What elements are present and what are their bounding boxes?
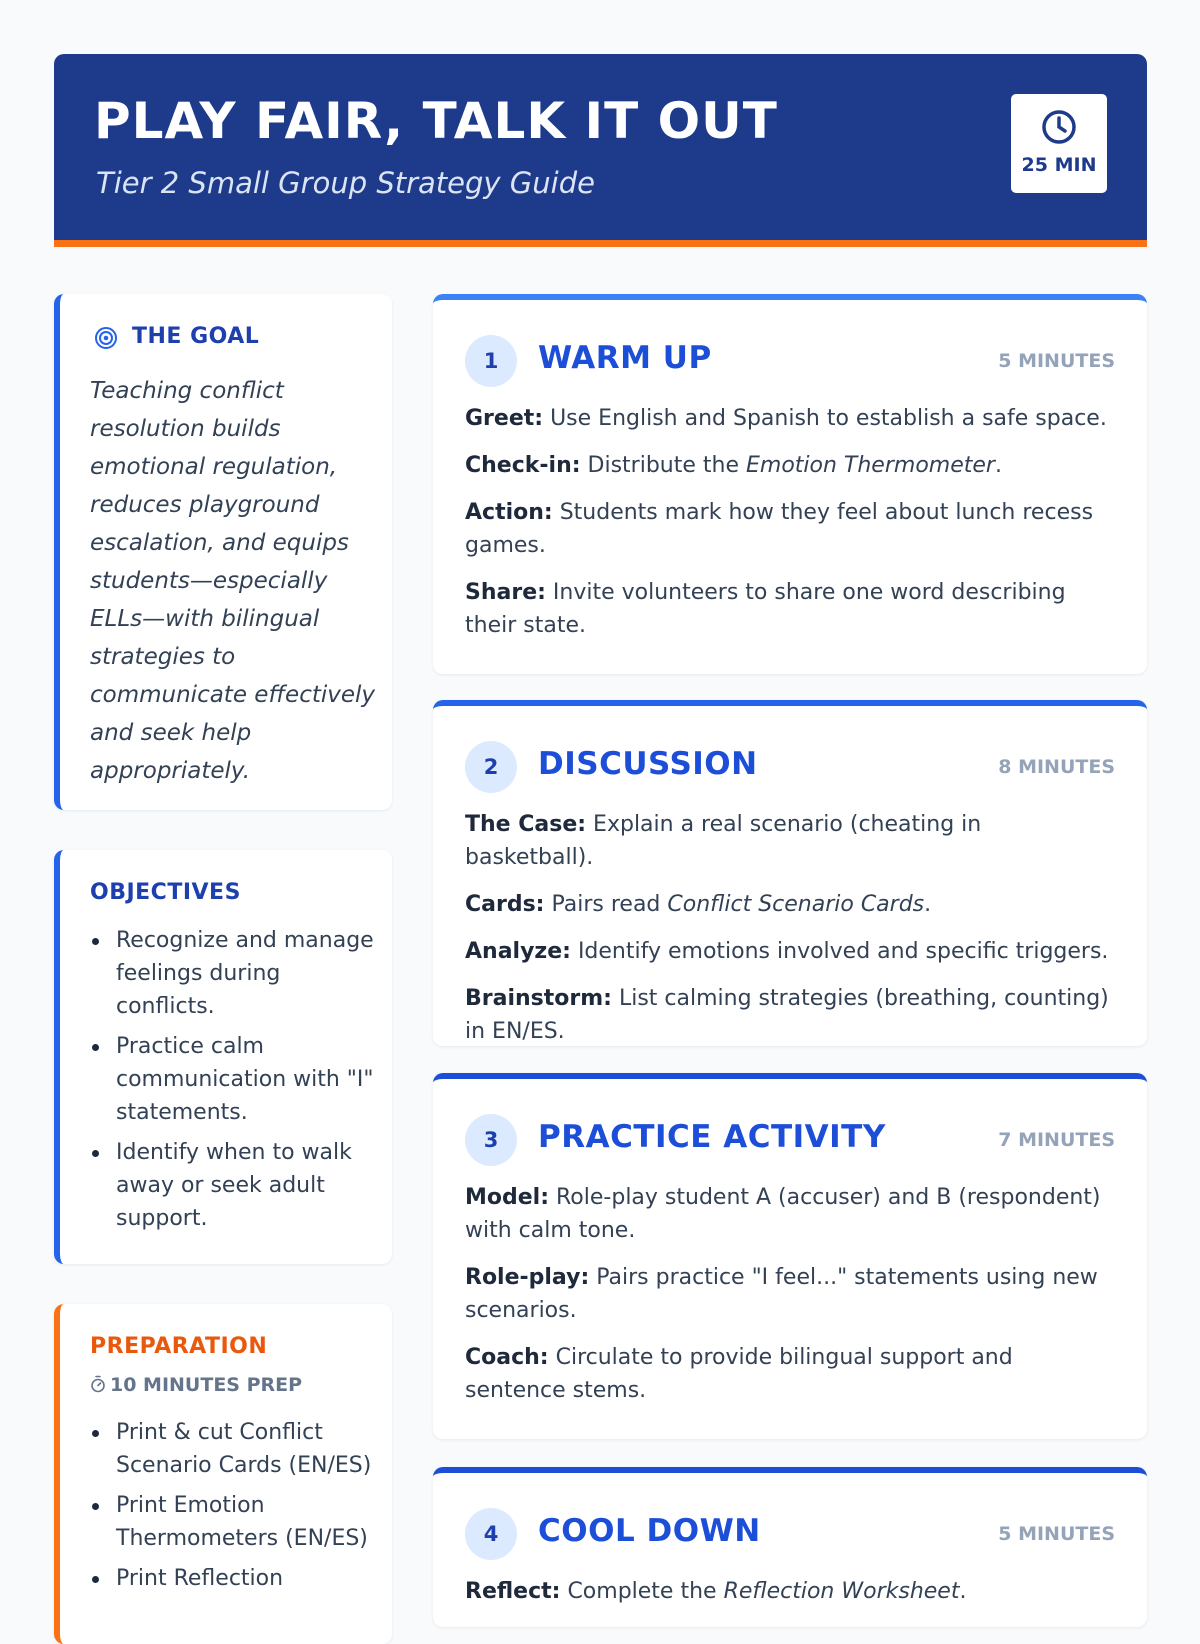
step-title: WARM UP: [538, 340, 712, 376]
step-line: Coach: Circulate to provide bilingual support and sentence stems.: [465, 1345, 1013, 1403]
step-duration: 8 MINUTES: [998, 756, 1115, 778]
step-line: The Case: Explain a real scenario (cheating in basketball).: [465, 812, 982, 870]
preparation-item: Print & cut Conflict Scenario Cards (EN/ES): [90, 1416, 380, 1482]
step-number: 2: [465, 741, 517, 793]
step-line: Check-in: Distribute the Emotion Thermometer.: [465, 453, 1002, 478]
step-title: PRACTICE ACTIVITY: [538, 1119, 886, 1155]
step-instructions: [465, 808, 1115, 1062]
step-line: Role-play: Pairs practice "I feel..." statements using new scenarios.: [465, 1265, 1098, 1323]
target-icon: [94, 326, 118, 350]
objectives-list: [90, 924, 380, 1242]
step-instructions: [465, 1181, 1115, 1421]
step-duration: 5 MINUTES: [998, 1523, 1115, 1545]
goal-text: Teaching conflict resolution builds emotional regulation, reduces playground escalation, and equips students—especially ELLs—with bilingual strategies to communicate effectively and seek help appropriately.: [90, 378, 376, 784]
step-line: Cards: Pairs read Conflict Scenario Cards.: [465, 892, 932, 917]
step-card-warm-up: [433, 294, 1147, 674]
step-line: Brainstorm: List calming strategies (breathing, counting) in EN/ES.: [465, 986, 1109, 1044]
preparation-title: PREPARATION: [90, 1334, 268, 1359]
goal-title: THE GOAL: [132, 324, 260, 349]
objective-item: Recognize and manage feelings during conflicts.: [90, 924, 380, 1023]
page-subtitle: Tier 2 Small Group Strategy Guide: [96, 166, 595, 200]
goal-card: [54, 294, 392, 810]
step-duration: 7 MINUTES: [998, 1129, 1115, 1151]
stopwatch-icon: [90, 1375, 106, 1393]
step-instructions: [465, 1575, 1115, 1622]
step-title: COOL DOWN: [538, 1513, 761, 1549]
step-title: DISCUSSION: [538, 746, 758, 782]
step-instructions: [465, 402, 1115, 656]
step-line: Share: Invite volunteers to share one word describing their state.: [465, 580, 1066, 638]
page-title: PLAY FAIR, TALK IT OUT: [94, 92, 778, 150]
preparation-item: Print Reflection: [90, 1562, 380, 1595]
objective-item: Practice calm communication with "I" statements.: [90, 1030, 380, 1129]
step-line: Model: Role-play student A (accuser) and B (respondent) with calm tone.: [465, 1185, 1101, 1243]
step-number: 1: [465, 335, 517, 387]
step-line: Reflect: Complete the Reflection Worksheet.: [465, 1579, 967, 1604]
step-card-discussion: [433, 700, 1147, 1046]
page-header: [54, 54, 1147, 247]
preparation-list: [90, 1416, 380, 1602]
step-line: Action: Students mark how they feel about lunch recess games.: [465, 500, 1094, 558]
preparation-card: [54, 1304, 392, 1644]
step-line: Greet: Use English and Spanish to establish a safe space.: [465, 406, 1107, 431]
objectives-title: OBJECTIVES: [90, 880, 241, 905]
step-duration: 5 MINUTES: [998, 350, 1115, 372]
step-card-practice-activity: [433, 1073, 1147, 1439]
objective-item: Identify when to walk away or seek adult support.: [90, 1136, 380, 1235]
prep-time: [90, 1374, 302, 1396]
prep-time-label: 10 MINUTES PREP: [110, 1374, 303, 1396]
total-duration: 25 MIN: [1021, 154, 1097, 176]
total-duration-badge: [1011, 94, 1107, 193]
clock-icon: [1040, 108, 1078, 146]
step-line: Analyze: Identify emotions involved and specific triggers.: [465, 939, 1109, 964]
step-number: 3: [465, 1114, 517, 1166]
step-number: 4: [465, 1508, 517, 1560]
preparation-item: Print Emotion Thermometers (EN/ES): [90, 1489, 380, 1555]
objectives-card: [54, 850, 392, 1264]
step-card-cool-down: [433, 1467, 1147, 1627]
